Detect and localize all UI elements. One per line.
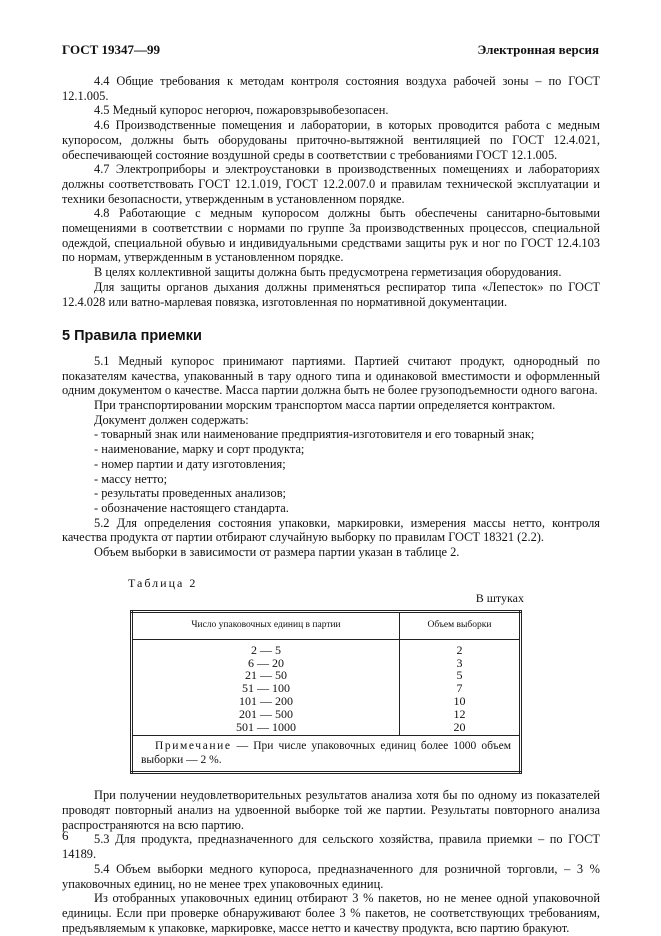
paragraph-4-5: 4.5 Медный купорос негорюч, пожаровзрывобезопасен. <box>94 103 389 118</box>
table-note-label: Примечание <box>155 740 232 753</box>
table-header-sample-size: Объем выборки <box>399 611 520 639</box>
paragraph-collective-protection: В целях коллективной защиты должна быть предусмотрена герметизация оборудования. <box>94 265 562 280</box>
table-cell-sample-sizes <box>399 639 520 736</box>
table-units: В штуках <box>475 590 524 605</box>
table-note-text: — При числе упаковочных единиц более 1000 объем выборки — 2 %. <box>141 740 511 767</box>
list-item: - номер партии и дату изготовления; <box>94 456 286 471</box>
paragraph-4-6: 4.6 Производственные помещения и лаборатории, в которых проводится работа с медным купоросом, должны быть оборудованы приточно-вытяжной вентиляцией по ГОСТ 12.4.021, обеспечивающей состояние воздушной среды в соответствии с требованиями ГОСТ 12.1.005. <box>62 118 600 162</box>
page-number: 6 <box>62 828 69 843</box>
paragraph-5-3: 5.3 Для продукта, предназначенного для сельского хозяйства, правила приемки – по ГОСТ 14189. <box>62 832 600 862</box>
section-5-title: 5 Правила приемки <box>62 328 202 345</box>
lot-size-value: 21 — 50 <box>244 668 287 683</box>
list-item: - массу нетто; <box>94 471 168 486</box>
header-standard-code: ГОСТ 19347—99 <box>62 42 161 57</box>
lot-size-value: 51 — 100 <box>241 681 290 696</box>
lot-size-value: 201 — 500 <box>238 706 293 721</box>
paragraph-5-2: 5.2 Для определения состояния упаковки, маркировки, измерения массы нетто, контроля качества продукта от партии отбирают случайную выборку по правилам ГОСТ 18321 (2.2). <box>62 515 600 545</box>
sample-size-value: 2 <box>456 642 463 657</box>
sample-size-value: 3 <box>456 655 463 670</box>
list-item: - результаты проведенных анализов; <box>94 486 286 501</box>
list-item: - товарный знак или наименование предприятия-изготовителя и его товарный знак; <box>94 427 535 442</box>
paragraph-4-8: 4.8 Работающие с медным купоросом должны быть обеспечены санитарно-бытовыми помещениями в соответствии с нормами по группе 3а производственных процессов, специальной одеждой, специальной обувью и индивидуальными средствами защиты рук и ног по ГОСТ 12.4.103 по нормам, утвержденным в установленном порядке. <box>62 206 600 265</box>
header-version-label: Электронная версия <box>477 42 599 57</box>
list-item: - обозначение настоящего стандарта. <box>94 500 289 515</box>
table-header-lot-size: Число упаковочных единиц в партии <box>132 611 400 639</box>
table-row <box>132 639 521 736</box>
table-caption-block <box>62 576 600 610</box>
paragraph-respiratory-protection: Для защиты органов дыхания должны применяться респиратор типа «Лепесток» по ГОСТ 12.4.028 или ватно-марлевая повязка, изготовленная по нормативной документации. <box>62 279 600 309</box>
table-note <box>132 736 521 773</box>
paragraph-4-4: 4.4 Общие требования к методам контроля состояния воздуха рабочей зоны – по ГОСТ 12.1.005. <box>62 74 600 103</box>
paragraph-5-4: 5.4 Объем выборки медного купороса, предназначенного для розничной торговли, – 3 % упаковочных единиц, но не менее трех упаковочных единиц. <box>62 861 600 891</box>
paragraph-document-contents: Документ должен содержать: <box>94 412 249 427</box>
sample-size-value: 7 <box>456 681 463 696</box>
paragraph-unsatisfactory-results: При получении неудовлетворительных результатов анализа хотя бы по одному из показателей проводят повторный анализ на удвоенной выборке той же партии. Результаты повторного анализа распространяются на всю партию. <box>62 788 600 832</box>
paragraph-4-7: 4.7 Электроприборы и электроустановки в производственных помещениях и лабораториях должны соответствовать ГОСТ 12.1.019, ГОСТ 12.2.007.0 и правилам технической эксплуатации и техники безопасности, утвержденным в установленном порядке. <box>62 162 600 206</box>
paragraph-final: Из отобранных упаковочных единиц отбирают 3 % пакетов, но не менее одной упаковочной единицы. Если при проверке обнаруживают более 3 % пакетов, не соответствующих требованиям, предъявляемым к упаковке, маркировке, массе нетто и качеству продукта, всю партию бракуют. <box>62 891 600 935</box>
lot-size-value: 6 — 20 <box>247 655 284 670</box>
table-caption: Таблица 2 <box>128 575 198 590</box>
paragraph-sample-size: Объем выборки в зависимости от размера партии указан в таблице 2. <box>94 545 460 560</box>
lot-size-value: 501 — 1000 <box>235 719 296 734</box>
sample-size-value: 20 <box>453 719 466 734</box>
lot-size-value: 2 — 5 <box>250 642 281 657</box>
list-item: - наименование, марку и сорт продукта; <box>94 442 305 457</box>
sample-size-value: 12 <box>453 706 466 721</box>
table-note-row <box>132 736 521 773</box>
sample-size-value: 5 <box>456 668 463 683</box>
sample-size-value: 10 <box>453 693 466 708</box>
paragraph-5-1: 5.1 Медный купорос принимают партиями. Партией считают продукт, однородный по показателям качества, упакованный в тару одного типа и одинаковой вместимости и оформленный одним документом о качестве. Масса партии должна быть не более грузоподъемности одного вагона. <box>62 353 600 398</box>
document-body <box>62 74 600 935</box>
sample-size-table <box>130 610 522 775</box>
table-cell-lot-sizes <box>132 639 400 736</box>
paragraph-sea-transport: При транспортировании морским транспортом масса партии определяется контрактом. <box>94 398 556 413</box>
table-header-row <box>132 611 521 639</box>
lot-size-value: 101 — 200 <box>238 693 293 708</box>
